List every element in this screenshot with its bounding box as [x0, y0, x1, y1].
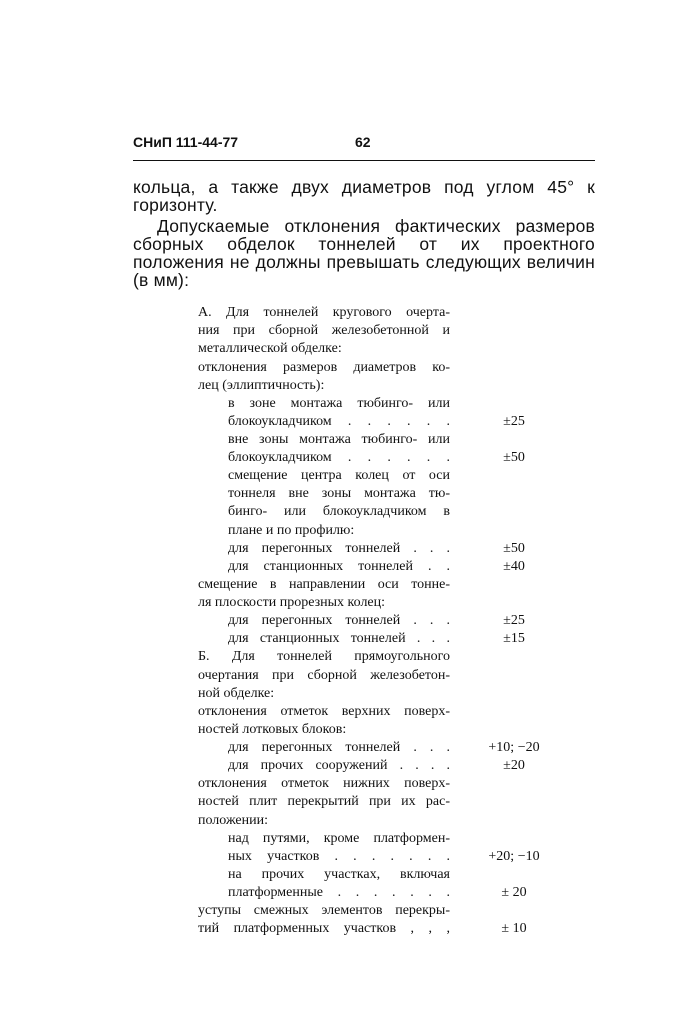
row-text: для станционных тоннелей . .	[228, 559, 450, 574]
row-text: для прочих сооружений . . . .	[228, 758, 450, 773]
row-value: +20; −10	[488, 849, 540, 864]
table-row	[198, 920, 558, 938]
table-row	[198, 359, 558, 377]
row-text: смещение в направлении оси тонне-	[198, 577, 450, 592]
table-row	[198, 576, 558, 594]
row-text: Б. Для тоннелей прямоугольного	[198, 649, 450, 664]
row-text: на прочих участках, включая	[228, 867, 450, 882]
intro-paragraph-2: Допускаемые отклонения фактических размеров сборных обделок тоннелей от их проектного положения не должны превышать следующих величин (в мм):	[133, 216, 595, 290]
row-text: очертания при сборной железобетон-	[198, 668, 450, 683]
row-value: ±40	[503, 559, 525, 574]
intro-text	[133, 178, 595, 289]
row-text: над путями, кроме платформен-	[228, 831, 450, 846]
row-text: положении:	[198, 813, 269, 828]
row-text: для станционных тоннелей . . .	[228, 631, 450, 646]
row-text: ния при сборной железобетонной и	[198, 323, 450, 338]
row-text: платформенные . . . . . . .	[228, 885, 450, 900]
table-row	[198, 848, 558, 866]
row-value: ±50	[503, 541, 525, 556]
table-row	[198, 667, 558, 685]
table-row	[198, 630, 558, 648]
row-text: ных участков . . . . . . .	[228, 849, 450, 864]
table-row	[198, 322, 558, 340]
table-row	[198, 775, 558, 793]
table-row	[198, 812, 558, 830]
row-text: тоннеля вне зоны монтажа тю-	[228, 486, 450, 501]
row-text: ной обделке:	[198, 686, 275, 701]
page-number: 62	[355, 134, 371, 150]
row-text: для перегонных тоннелей . . .	[228, 613, 450, 628]
table-row	[198, 648, 558, 666]
row-value: ±25	[503, 414, 525, 429]
table-row	[198, 685, 558, 703]
row-value: ± 10	[501, 921, 527, 936]
table-row	[198, 540, 558, 558]
table-row	[198, 739, 558, 757]
table-row	[198, 449, 558, 467]
table-row	[198, 594, 558, 612]
table-row	[198, 612, 558, 630]
row-text: отклонения отметок верхних поверх-	[198, 704, 450, 719]
row-text: лец (эллиптичность):	[198, 378, 325, 393]
row-value: ± 20	[501, 885, 527, 900]
header-rule	[133, 160, 595, 161]
table-row	[198, 793, 558, 811]
row-text: ностей плит перекрытий при их рас-	[198, 794, 450, 809]
row-text: вне зоны монтажа тюбинго- или	[228, 432, 450, 447]
table-row	[198, 395, 558, 413]
row-text: плане и по профилю:	[228, 523, 355, 538]
table-row	[198, 467, 558, 485]
row-value: ±15	[503, 631, 525, 646]
row-text: ля плоскости прорезных колец:	[198, 595, 386, 610]
row-text: отклонения отметок нижних поверх-	[198, 776, 450, 791]
row-text: в зоне монтажа тюбинго- или	[228, 396, 450, 411]
row-text: блокоукладчиком . . . . . .	[228, 450, 450, 465]
intro-paragraph-1: кольца, а также двух диаметров под углом 45° к горизонту.	[133, 177, 595, 215]
row-text: А. Для тоннелей кругового очерта-	[198, 305, 450, 320]
table-row	[198, 304, 558, 322]
row-value: ±25	[503, 613, 525, 628]
row-text: блокоукладчиком . . . . . .	[228, 414, 450, 429]
table-row	[198, 503, 558, 521]
table-row	[198, 431, 558, 449]
table-row	[198, 413, 558, 431]
row-text: уступы смежных элементов перекры-	[198, 903, 450, 918]
table-row	[198, 340, 558, 358]
table-row	[198, 703, 558, 721]
row-text: для перегонных тоннелей . . .	[228, 740, 450, 755]
table-row	[198, 884, 558, 902]
table-row	[198, 902, 558, 920]
row-value: +10; −20	[488, 740, 540, 755]
document-code: СНиП 111-44-77	[133, 134, 239, 150]
row-text: ностей лотковых блоков:	[198, 722, 347, 737]
table-row	[198, 522, 558, 540]
table-row	[198, 830, 558, 848]
row-text: металлической обделке:	[198, 341, 342, 356]
row-text: бинго- или блокоукладчиком в	[228, 504, 450, 519]
row-value: ±20	[503, 758, 525, 773]
table-row	[198, 721, 558, 739]
table-row	[198, 558, 558, 576]
row-text: для перегонных тоннелей . . .	[228, 541, 450, 556]
row-text: смещение центра колец от оси	[228, 468, 450, 483]
table-row	[198, 866, 558, 884]
table-row	[198, 757, 558, 775]
row-text: отклонения размеров диаметров ко-	[198, 360, 450, 375]
table-row	[198, 377, 558, 395]
row-value: ±50	[503, 450, 525, 465]
table-row	[198, 485, 558, 503]
row-text: тий платформенных участков , , ,	[198, 921, 450, 936]
